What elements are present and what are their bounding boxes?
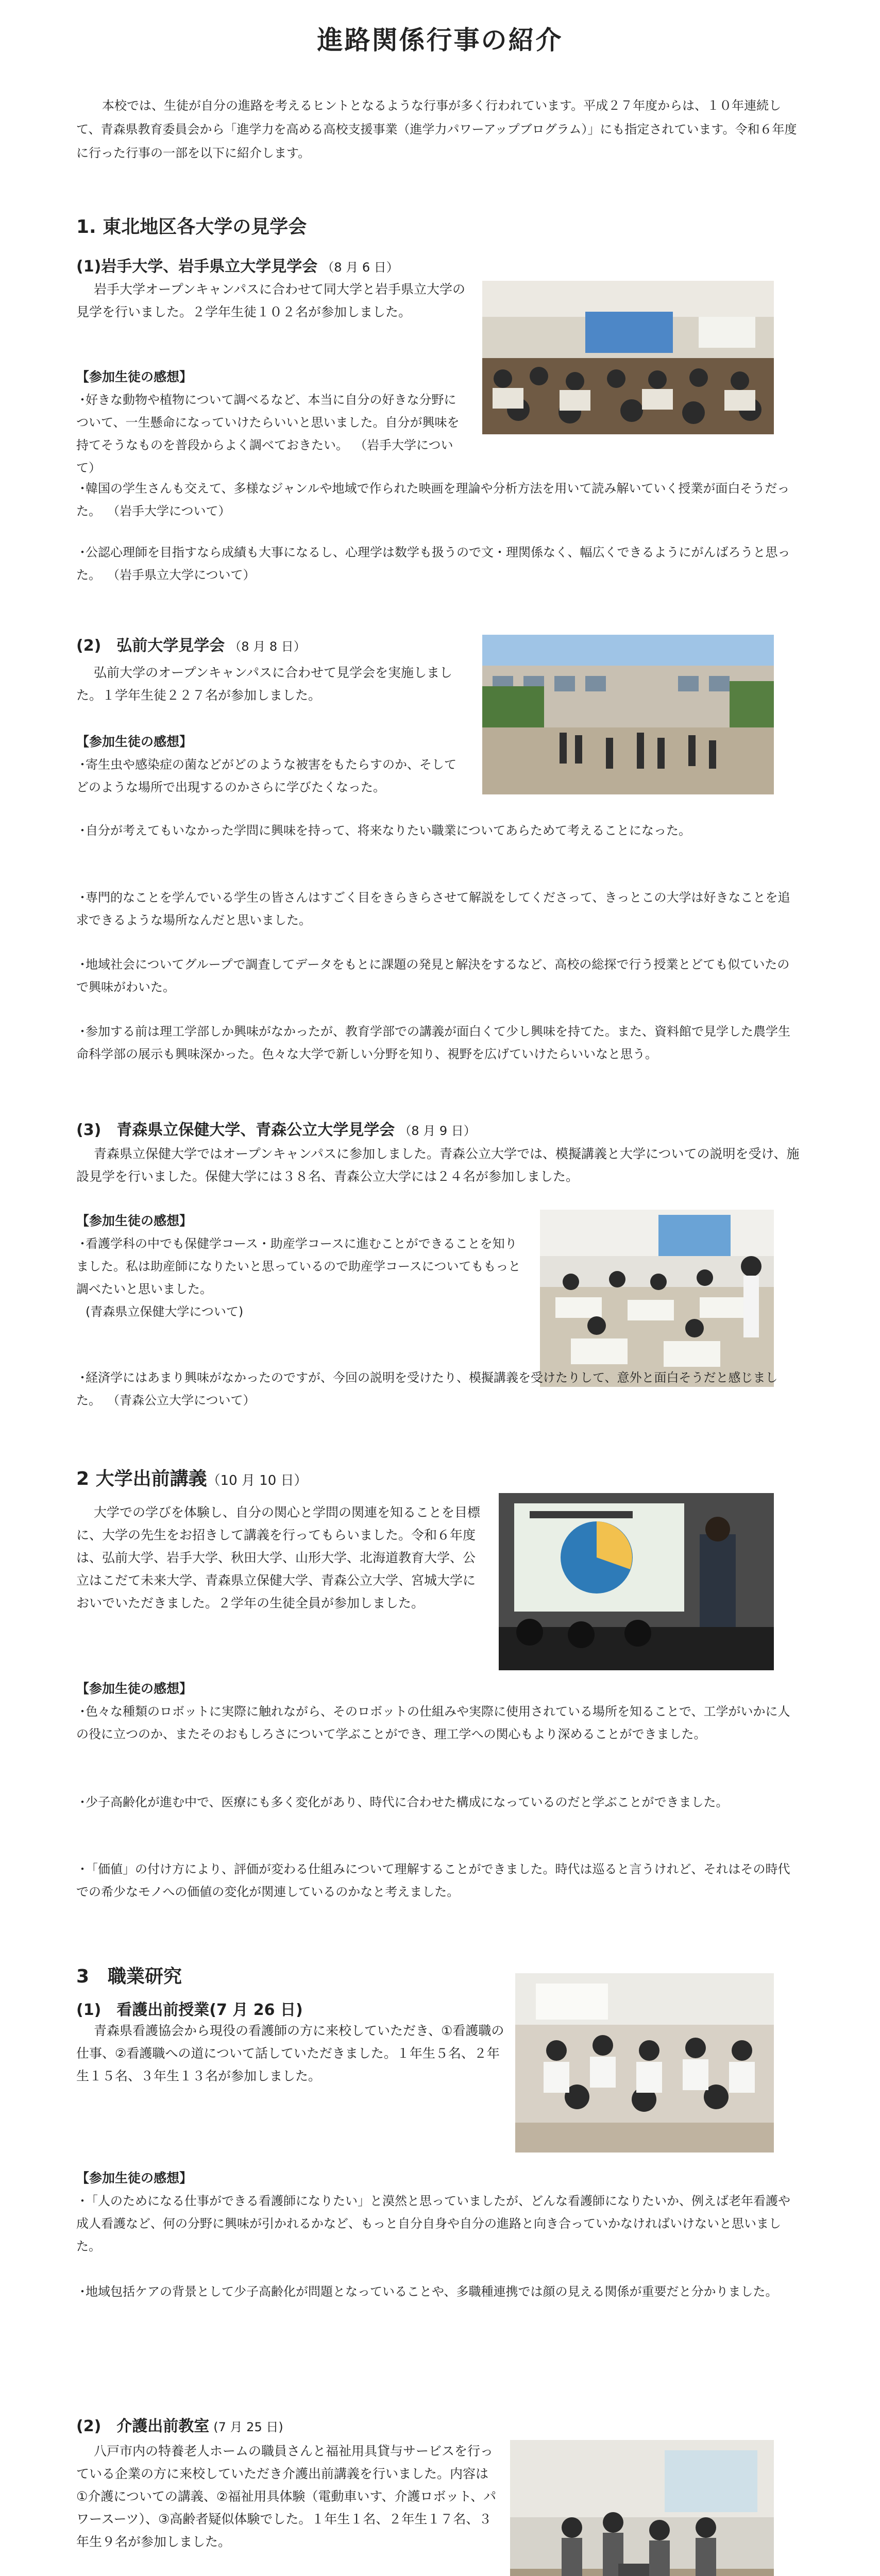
bullet-mark: ・ (76, 957, 89, 972)
subsection-care-title-text: (2) 介護出前教室 (76, 2417, 210, 2435)
section-2-date: （10 月 10 日） (207, 1473, 308, 1488)
impression-text: 経済学にはあまり興味がなかったのですが、今回の説明を受けたり、模擬講義を受けたりして、意外と面白そうだと感じました。 (76, 1370, 778, 1408)
impression-item (76, 388, 466, 479)
bullet-mark: ・ (76, 481, 89, 496)
photo-aomori-classroom (540, 1210, 774, 1387)
impression-text: 少子高齢化が進む中で、医療にも多く変化があり、時代に合わせた構成になっているのだと学ぶことができました。 (86, 1795, 729, 1809)
impression-item (76, 2280, 802, 2303)
impression-item (76, 1232, 524, 1323)
impression-item (76, 1791, 802, 1814)
subsection-hirosaki-date: （8 月 8 日） (229, 639, 306, 654)
subsection-care-title (76, 2413, 283, 2436)
bullet-mark: ・ (76, 2194, 89, 2208)
impressions-label: 【参加生徒の感想】 (76, 734, 193, 749)
impression-text: 自分が考えてもいなかった学問に興味を持って、将来なりたい職業についてあらためて考えることになった。 (86, 823, 691, 838)
photo-care-experience (510, 2440, 774, 2576)
impressions-label: 【参加生徒の感想】 (76, 1213, 193, 1228)
page-title: 進路関係行事の紹介 (317, 25, 563, 55)
section-3-heading: 3 職業研究 (76, 1966, 182, 1987)
impression-item (76, 886, 802, 931)
impression-item (76, 753, 466, 799)
subsection-care-date: (7 月 25 日) (213, 2420, 283, 2434)
impression-source: （岩手県立大学について） (113, 568, 256, 582)
impression-text: 韓国の学生さんも交えて、多様なジャンルや地域で作られた映画を理論や分析方法を用いて読み解いていく授業が面白そうだった。 (76, 481, 790, 518)
subsection-hirosaki-description: 弘前大学のオープンキャンパスに合わせて見学会を実施しました。１学年生徒２２７名が参加しました。 (76, 665, 453, 703)
impression-text: 「人のためになる仕事ができる看護師になりたい」と漠然と思っていましたが、どんな看護師になりたいか、例えば老年看護や成人看護など、何の分野に興味が引かれるかなど、もっと自分自身や自分の進路と向き合っていかなければいけないと思いました。 (76, 2194, 790, 2253)
impression-text: 「価値」の付け方により、評価が変わる仕組みについて理解することができました。時代は巡ると言うけれど、それはその時代での希少なモノへの価値の変化が関連しているのかなと考えました。 (76, 1862, 790, 1899)
subsection-aomori-description: 青森県立保健大学ではオープンキャンパスに参加しました。青森公立大学では、模擬講義と大学についての説明を受け、施設見学を行いました。保健大学には３８名、青森公立大学には２４名が参加しました。 (76, 1146, 800, 1184)
subsection-hirosaki-title (76, 633, 306, 655)
impression-item (76, 2190, 802, 2258)
impression-item (76, 953, 802, 998)
impression-text: 専門的なことを学んでいる学生の皆さんはすごく目をきらきらさせて解説をしてくださって、きっとこの大学は好きなことを追求できるような場所なんだと思いました。 (76, 890, 790, 927)
impressions-label: 【参加生徒の感想】 (76, 2171, 193, 2185)
bullet-mark: ・ (76, 545, 89, 560)
impression-text: 色々な種類のロボットに実際に触れながら、そのロボットの仕組みや実際に使用されている場所を知ることで、工学がいかに人の役に立つのか、またそのおもしろさについて学ぶことができ、理工学への関心もより深めることができました。 (76, 1704, 790, 1741)
impression-text: 地域社会についてグループで調査してデータをもとに課題の発見と解決をするなど、高校の総探で行う授業とどても似ていたので興味がわいた。 (76, 957, 790, 994)
impressions-label: 【参加生徒の感想】 (76, 369, 193, 384)
impression-item (76, 1020, 802, 1065)
section-2-heading (76, 1464, 802, 1490)
bullet-mark: ・ (76, 1236, 89, 1251)
impression-item (76, 1700, 802, 1745)
photo-nursing-class (515, 1973, 774, 2153)
impression-item (76, 1366, 802, 1412)
bullet-mark: ・ (76, 1862, 89, 1876)
subsection-nursing-title: (1) 看護出前授業(7 月 26 日) (76, 2001, 303, 2019)
impression-item (76, 541, 802, 586)
impression-item (76, 1858, 802, 1903)
subsection-hirosaki-title-text: (2) 弘前大学見学会 (76, 637, 225, 655)
section-2-description: 大学での学びを体験し、自分の関心と学問の関連を知ることを目標に、大学の先生をお招きして講義を行ってもらいました。令和６年度は、弘前大学、岩手大学、秋田大学、山形大学、北海道教育大学、公立はこだて未来大学、青森県立保健大学、青森公立大学、宮城大学においでいただきました。２学年の生徒全員が参加しました。 (76, 1505, 481, 1611)
photo-iwate-lecture-hall (482, 281, 774, 434)
impression-text: 参加する前は理工学部しか興味がなかったが、教育学部での講義が面白くて少し興味を持てた。また、資料館で見学した農学生命科学部の展示も興味深かった。色々な大学で新しい分野を知り、視野を広げていけたらいいなと思う。 (76, 1024, 790, 1061)
subsection-iwate-description: 岩手大学オープンキャンパスに合わせて同大学と岩手県立大学の見学を行いました。２学年生徒１０２名が参加しました。 (76, 282, 466, 319)
impression-text: 好きな動物や植物について調べるなど、本当に自分の好きな分野について、一生懸命になっていけたらいいと思いました。自分が興味を持てそうなものを普段からよく調べておきたい。 (76, 393, 460, 452)
impression-source: (青森県立保健大学について) (86, 1304, 244, 1319)
impression-item (76, 819, 802, 842)
subsection-iwate-title (76, 253, 399, 276)
photo-hirosaki-campus (482, 635, 774, 794)
impression-item (76, 477, 802, 522)
bullet-mark: ・ (76, 757, 89, 772)
bullet-mark: ・ (76, 1024, 89, 1039)
impression-source: （青森公立大学について） (113, 1393, 256, 1408)
subsection-care-description: 八戸市内の特養老人ホームの職員さんと福祉用具貸与サービスを行っている企業の方に来校していただき介護出前講義を行いました。内容は①介護についての講義、②福祉用具体験（電動車いす、介護ロボット、パワースーツ）、③高齢者疑似体験でした。１年生１名、２年生１７名、３年生９名が参加しました。 (76, 2444, 497, 2549)
impression-source: （岩手大学について） (113, 504, 231, 518)
bullet-mark: ・ (76, 1704, 89, 1719)
section-1-heading: 1. 東北地区各大学の見学会 (76, 216, 307, 238)
bullet-mark: ・ (76, 890, 89, 905)
bullet-mark: ・ (76, 823, 89, 838)
subsection-aomori-date: （8 月 9 日） (399, 1124, 476, 1138)
photo-lecture-presentation (499, 1493, 774, 1670)
impression-source: （岩手大学について） (76, 438, 453, 475)
impression-text: 公認心理師を目指すなら成績も大事になるし、心理学は数学も扱うので文・理関係なく、幅広くできるようにがんばろうと思った。 (76, 545, 790, 582)
bullet-mark: ・ (76, 1370, 89, 1385)
bullet-mark: ・ (76, 393, 89, 407)
impression-text: 看護学科の中でも保健学コース・助産学コースに進むことができることを知りました。私は助産師になりたいと思っているので助産学コースについてももっと調べたいと思いました。 (76, 1236, 521, 1296)
impression-text: 地域包括ケアの背景として少子高齢化が問題となっていることや、多職種連携では顔の見える関係が重要だと分かりました。 (86, 2284, 778, 2299)
bullet-mark: ・ (76, 2284, 89, 2299)
subsection-aomori-title (76, 1117, 476, 1140)
subsection-aomori-title-text: (3) 青森県立保健大学、青森公立大学見学会 (76, 1121, 395, 1139)
impression-text: 寄生虫や感染症の菌などがどのような被害をもたらすのか、そしてどのような場所で出現するのかさらに学びたくなった。 (76, 757, 456, 794)
subsection-iwate-date: （8 月 6 日） (321, 260, 399, 275)
intro-paragraph: 本校では、生徒が自分の進路を考えるヒントとなるような行事が多く行われています。平成２７年度からは、１０年連続して、青森県教育委員会から「進学力を高める高校支援事業（進学力パワーアップブログラム）」にも指定されています。令和６年度に行った行事の一部を以下に紹介します。 (76, 98, 797, 160)
subsection-iwate-title-text: (1)岩手大学、岩手県立大学見学会 (76, 258, 318, 276)
bullet-mark: ・ (76, 1795, 89, 1809)
subsection-nursing-description: 青森県看護協会から現役の看護師の方に来校していただき、①看護職の仕事、②看護職への道について話していただきました。１年生５名、２年生１５名、３年生１３名が参加しました。 (76, 2023, 504, 2083)
impressions-label: 【参加生徒の感想】 (76, 1681, 193, 1696)
section-2-heading-text: 2 大学出前講義 (76, 1468, 207, 1489)
